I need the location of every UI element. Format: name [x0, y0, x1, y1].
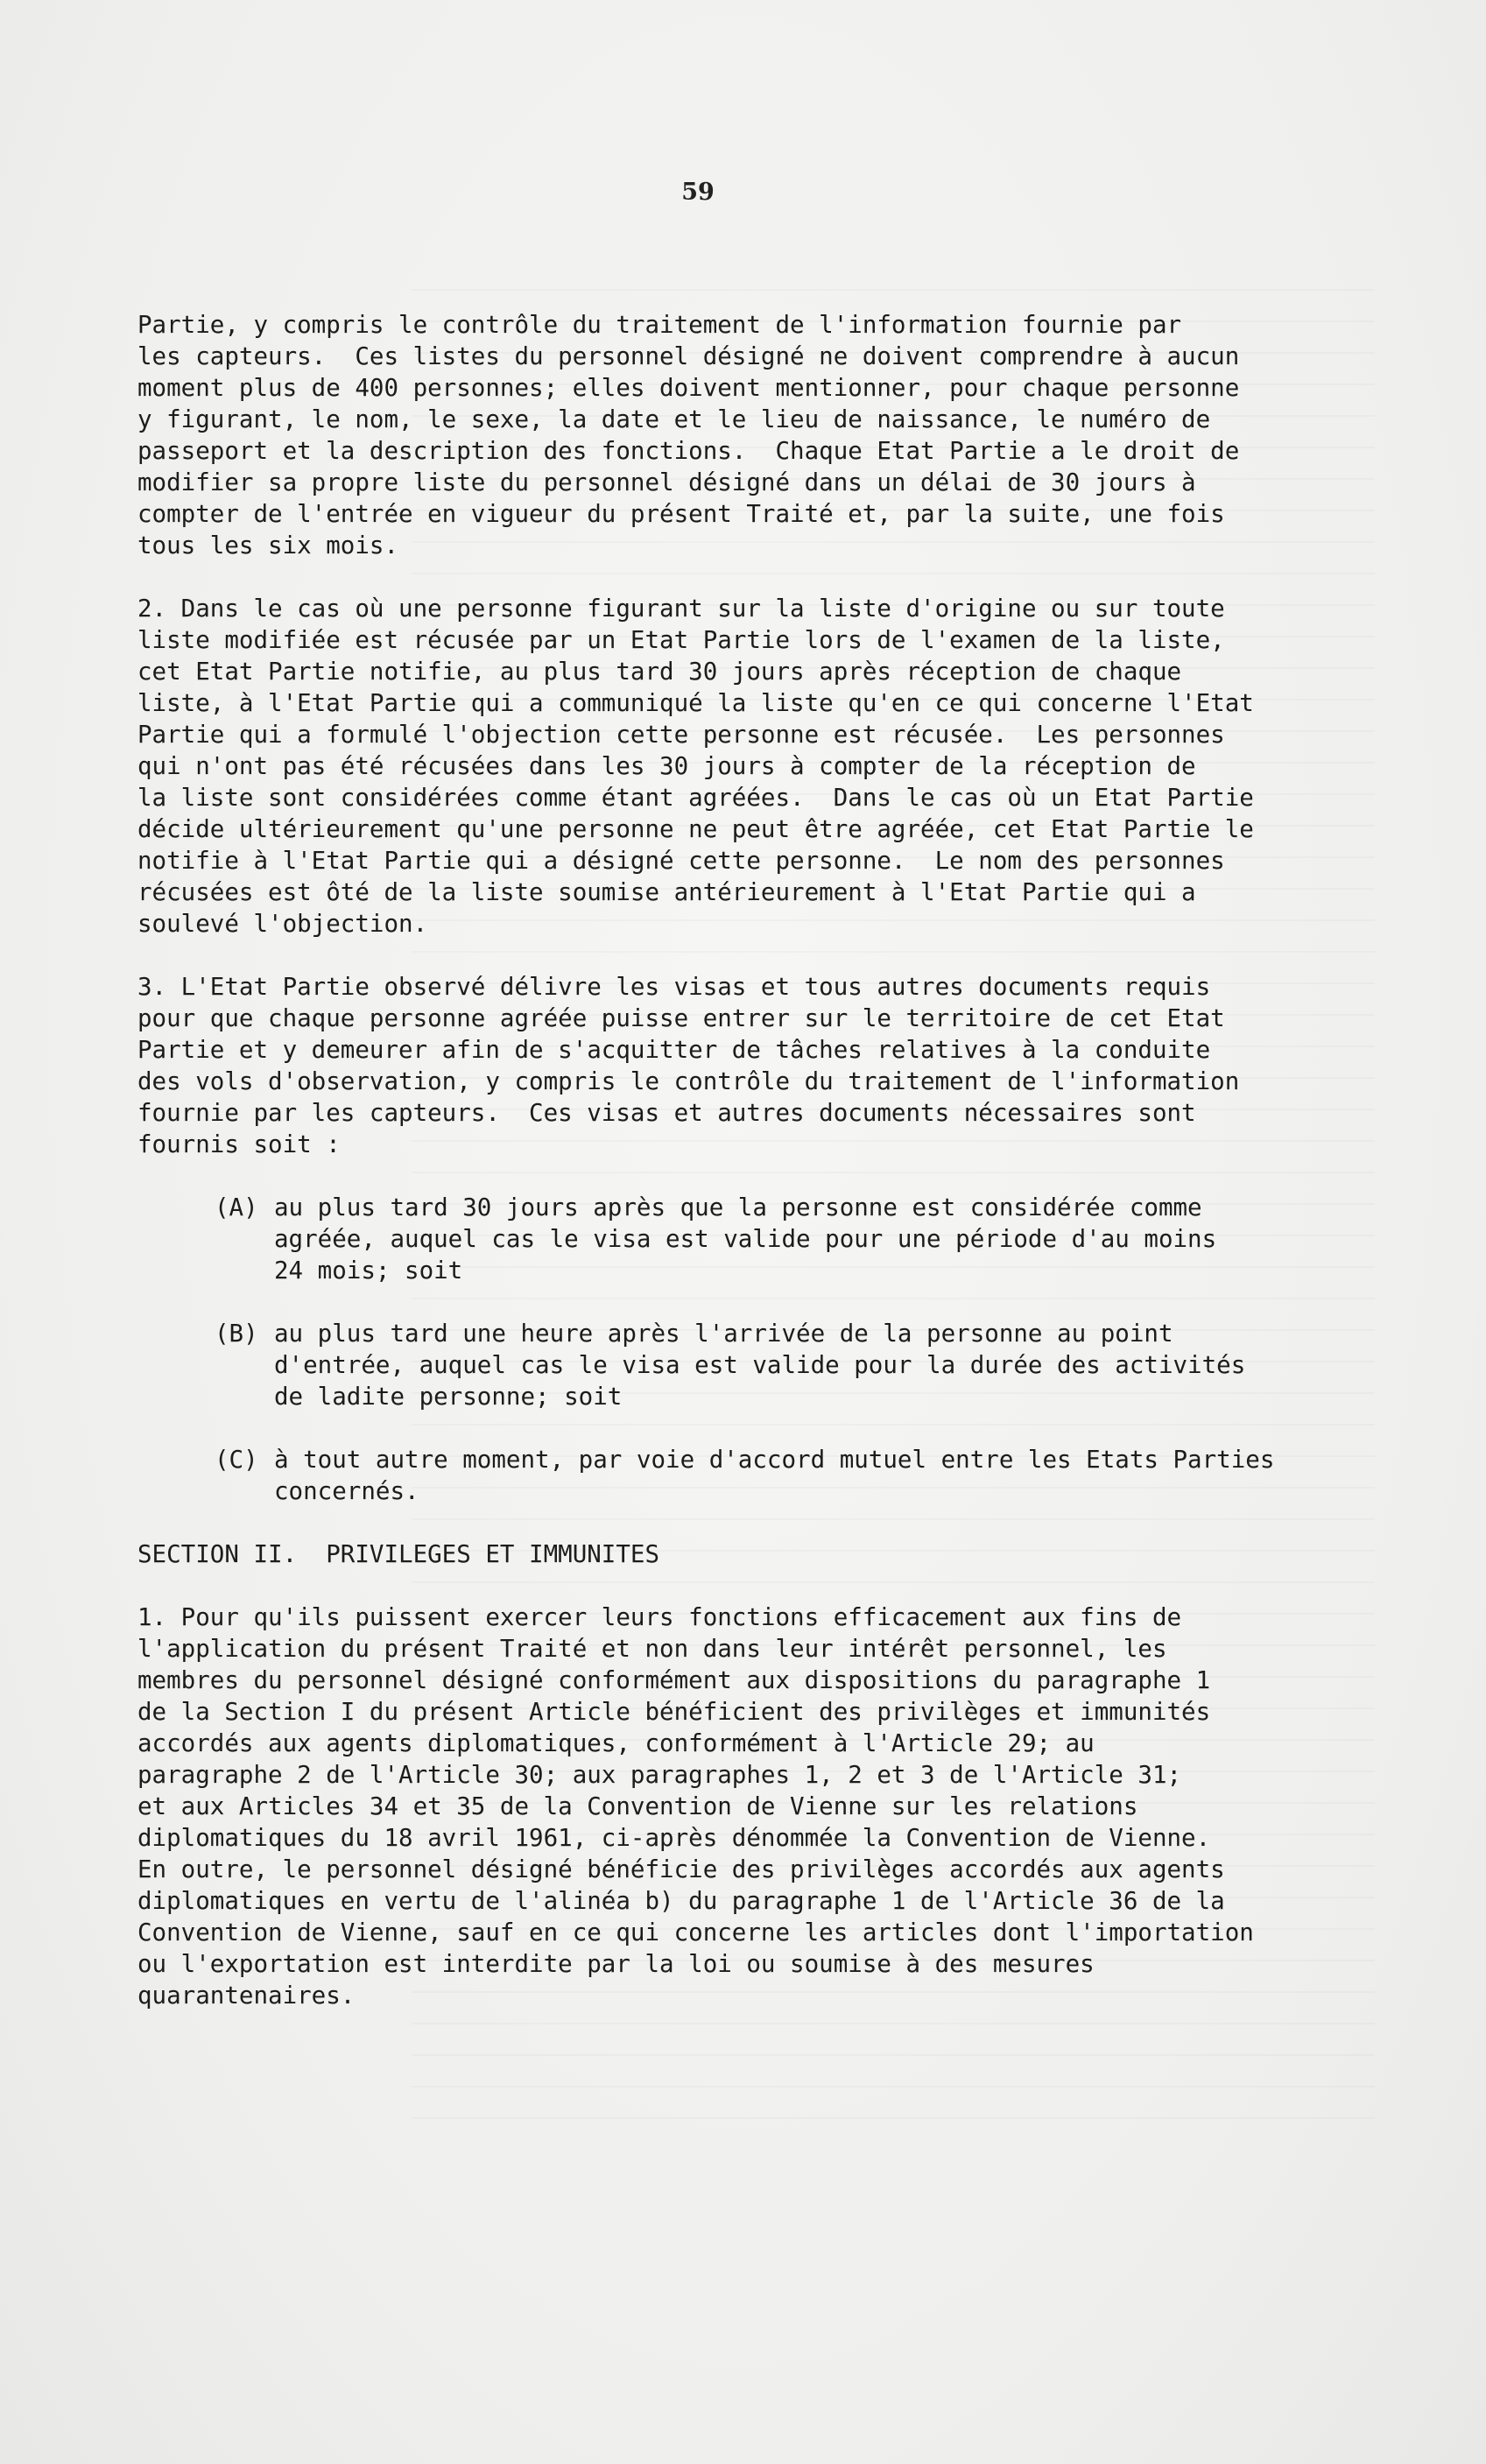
text-line: qui n'ont pas été récusées dans les 30 jours à compter de la réception de: [137, 752, 1196, 780]
page-number: 59: [681, 179, 715, 206]
text-line: paragraphe 2 de l'Article 30; aux paragraphes 1, 2 et 3 de l'Article 31;: [137, 1761, 1182, 1789]
text-line: quarantenaires.: [137, 1982, 356, 2010]
text-line: Partie qui a formulé l'objection cette personne est récusée. Les personnes: [137, 721, 1225, 749]
text-line: cet Etat Partie notifie, au plus tard 30 jours après réception de chaque: [137, 658, 1182, 686]
text-line: au plus tard 30 jours après que la personne est considérée comme: [274, 1193, 1202, 1221]
text-line: diplomatiques du 18 avril 1961, ci-après dénommée la Convention de Vienne.: [137, 1824, 1211, 1852]
text-line: moment plus de 400 personnes; elles doivent mentionner, pour chaque personne: [137, 374, 1240, 402]
text-line: les capteurs. Ces listes du personnel désigné ne doivent comprendre à aucun: [137, 342, 1240, 370]
text-line: 3. L'Etat Partie observé délivre les visas et tous autres documents requis: [137, 973, 1211, 1001]
text-line: liste, à l'Etat Partie qui a communiqué la liste qu'en ce qui concerne l'Etat: [137, 689, 1254, 717]
list-item-text: [274, 1318, 1346, 1412]
text-line: d'entrée, auquel cas le visa est valide pour la durée des activités: [274, 1351, 1246, 1379]
text-line: des vols d'observation, y compris le contrôle du traitement de l'information: [137, 1067, 1240, 1095]
text-line: membres du personnel désigné conformément aux dispositions du paragraphe 1: [137, 1666, 1211, 1694]
paragraph-3: [137, 971, 1346, 1160]
list-marker: (B): [215, 1320, 258, 1348]
text-line: liste modifiée est récusée par un Etat Partie lors de l'examen de la liste,: [137, 626, 1225, 654]
text-line: accordés aux agents diplomatiques, conformément à l'Article 29; au: [137, 1729, 1095, 1757]
text-line: 24 mois; soit: [274, 1257, 463, 1285]
text-line: y figurant, le nom, le sexe, la date et le lieu de naissance, le numéro de: [137, 405, 1211, 433]
text-line: à tout autre moment, par voie d'accord mutuel entre les Etats Parties: [274, 1446, 1275, 1474]
text-line: 1. Pour qu'ils puissent exercer leurs fonctions efficacement aux fins de: [137, 1603, 1182, 1631]
text-line: et aux Articles 34 et 35 de la Convention de Vienne sur les relations: [137, 1792, 1138, 1820]
text-line: ou l'exportation est interdite par la loi ou soumise à des mesures: [137, 1950, 1095, 1978]
text-line: fournie par les capteurs. Ces visas et autres documents nécessaires sont: [137, 1099, 1196, 1127]
list-item-text: [274, 1192, 1346, 1286]
list-item-a: [215, 1192, 1346, 1286]
text-line: notifie à l'Etat Partie qui a désigné cette personne. Le nom des personnes: [137, 847, 1225, 875]
text-line: la liste sont considérées comme étant agréées. Dans le cas où un Etat Partie: [137, 784, 1254, 812]
text-line: diplomatiques en vertu de l'alinéa b) du paragraphe 1 de l'Article 36 de la: [137, 1887, 1225, 1915]
text-line: fournis soit :: [137, 1130, 341, 1158]
text-line: pour que chaque personne agréée puisse entrer sur le territoire de cet Etat: [137, 1004, 1225, 1032]
text-line: Convention de Vienne, sauf en ce qui concerne les articles dont l'importation: [137, 1918, 1254, 1947]
text-line: Partie et y demeurer afin de s'acquitter de tâches relatives à la conduite: [137, 1036, 1211, 1064]
document-body: [137, 309, 1346, 2043]
text-line: modifier sa propre liste du personnel désigné dans un délai de 30 jours à: [137, 468, 1196, 496]
text-line: tous les six mois.: [137, 532, 399, 560]
text-line: récusées est ôté de la liste soumise antérieurement à l'Etat Partie qui a: [137, 878, 1196, 906]
list-marker: (C): [215, 1446, 258, 1474]
section-heading: SECTION II. PRIVILEGES ET IMMUNITES: [137, 1540, 660, 1568]
list-item-text: [274, 1444, 1346, 1507]
section-paragraph-1: [137, 1602, 1346, 2011]
text-line: au plus tard une heure après l'arrivée de la personne au point: [274, 1320, 1173, 1348]
list-marker: (A): [215, 1193, 258, 1221]
text-line: l'application du présent Traité et non dans leur intérêt personnel, les: [137, 1635, 1167, 1663]
text-line: décide ultérieurement qu'une personne ne peut être agréée, cet Etat Partie le: [137, 815, 1254, 843]
text-line: agréée, auquel cas le visa est valide pour une période d'au moins: [274, 1225, 1217, 1253]
text-line: passeport et la description des fonctions. Chaque Etat Partie a le droit de: [137, 437, 1240, 465]
text-line: de la Section I du présent Article bénéficient des privilèges et immunités: [137, 1698, 1211, 1726]
list-item-c: [215, 1444, 1346, 1507]
paragraph-continuation: [137, 309, 1346, 561]
text-line: Partie, y compris le contrôle du traitement de l'information fournie par: [137, 311, 1182, 339]
text-line: concernés.: [274, 1477, 419, 1505]
text-line: compter de l'entrée en vigueur du présent Traité et, par la suite, une fois: [137, 500, 1225, 528]
text-line: En outre, le personnel désigné bénéficie des privilèges accordés aux agents: [137, 1855, 1225, 1883]
text-line: de ladite personne; soit: [274, 1383, 623, 1411]
text-line: 2. Dans le cas où une personne figurant sur la liste d'origine ou sur toute: [137, 595, 1225, 623]
list-item-b: [215, 1318, 1346, 1412]
paragraph-2: [137, 593, 1346, 940]
text-line: soulevé l'objection.: [137, 910, 428, 938]
